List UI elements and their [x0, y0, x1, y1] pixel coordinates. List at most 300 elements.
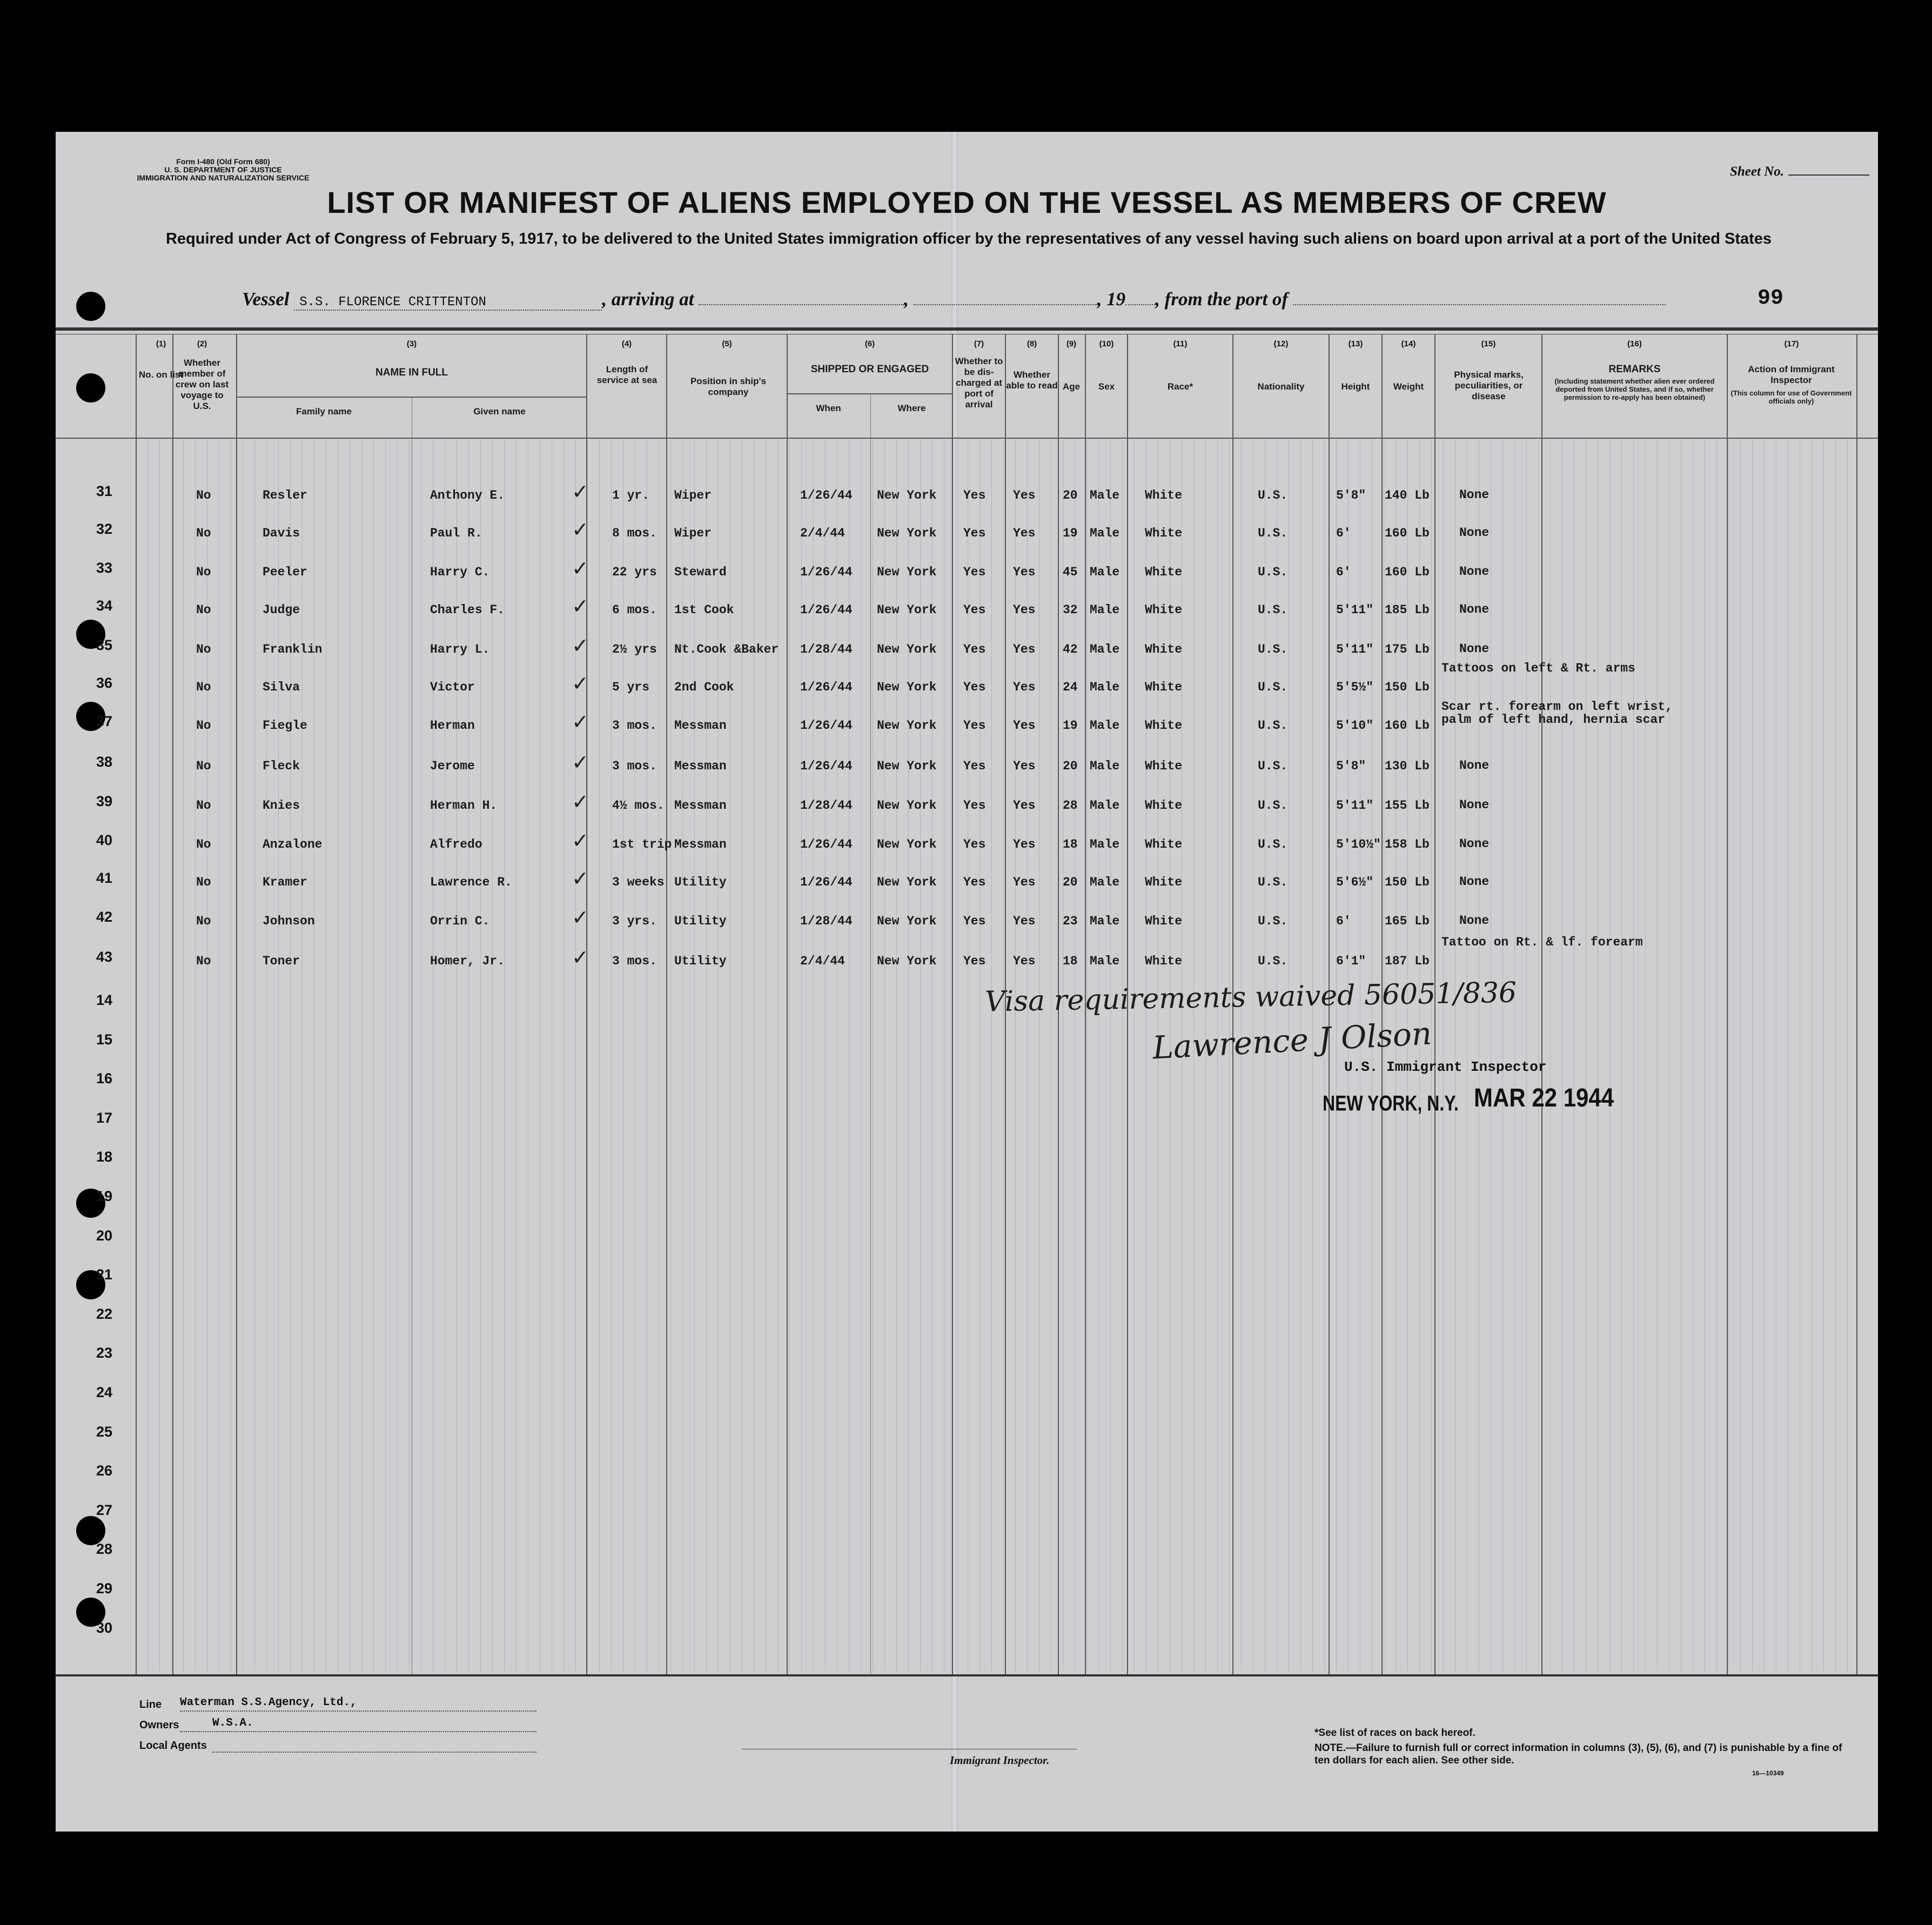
cell-given: Herman H. — [430, 799, 498, 813]
cell-service: 3 weeks — [612, 875, 665, 889]
cell-position: Nt.Cook &Baker — [674, 642, 779, 656]
form-number: Form I-480 (Old Form 680) — [176, 157, 270, 166]
col-header-race: Race* — [1167, 381, 1193, 392]
row-number: 35 — [96, 637, 113, 653]
grid-line — [1514, 440, 1515, 1672]
grid-line — [373, 440, 374, 1672]
cell-age: 18 — [1063, 837, 1078, 851]
table-row — [56, 906, 1878, 936]
cell-discharge: Yes — [963, 914, 986, 928]
cell-last: No — [196, 954, 211, 968]
cell-height: 5'11" — [1336, 642, 1374, 656]
cell-discharge: Yes — [963, 875, 986, 889]
cell-service: 5 yrs — [612, 680, 650, 694]
cell-physical-marks: None — [1459, 602, 1490, 616]
grid-line — [302, 440, 303, 1672]
table-row — [56, 556, 1878, 587]
cell-race: White — [1145, 488, 1183, 502]
col-num-2: (2) — [197, 339, 207, 348]
cell-where: New York — [877, 680, 937, 694]
visa-waived-note: Visa requirements waived 56051/836 — [984, 976, 1517, 1018]
cell-age: 19 — [1063, 719, 1078, 733]
grid-line — [385, 440, 386, 1672]
cell-sex: Male — [1090, 799, 1120, 813]
cell-read: Yes — [1013, 488, 1036, 502]
empty-row-number: 15 — [96, 1031, 113, 1048]
cell-position: Wiper — [674, 526, 712, 540]
sheet-no-label: Sheet No. — [1730, 164, 1784, 179]
grid-line — [1027, 440, 1028, 1672]
cell-physical-marks: Tattoos on left & Rt. arms — [1441, 661, 1635, 675]
cell-where: New York — [877, 799, 937, 813]
table-row — [56, 594, 1878, 625]
empty-row-number: 23 — [96, 1345, 113, 1361]
cell-weight: 187 Lb — [1385, 954, 1430, 968]
cell-age: 20 — [1063, 488, 1078, 502]
cell-age: 42 — [1063, 642, 1078, 656]
row-number: 37 — [96, 713, 113, 729]
line-label: Line — [139, 1699, 162, 1711]
grid-line — [254, 440, 255, 1672]
grid-line — [1740, 440, 1741, 1672]
cell-service: 3 mos. — [612, 954, 657, 968]
page-title: LIST OR MANIFEST OF ALIENS EMPLOYED ON THE VESSEL AS MEMBERS OF CREW — [327, 185, 1607, 219]
cell-age: 20 — [1063, 759, 1078, 773]
cell-physical-marks: None — [1459, 914, 1490, 928]
cell-height: 6' — [1336, 565, 1351, 579]
vessel-line: Vessel S.S. FLORENCE CRITTENTON , arriving at , , 19 , from the port of — [242, 289, 1666, 311]
page-subtitle: Required under Act of Congress of February 5, 1917, to be delivered to the United States immigration officer by the representatives of any vessel having such aliens on board upon arrival at a port of the United States — [165, 230, 1772, 247]
cell-where: New York — [877, 642, 937, 656]
checkmark-icon: ✓ — [572, 556, 589, 580]
grid-line — [492, 440, 493, 1672]
cell-physical-marks: None — [1459, 488, 1490, 502]
cell-read: Yes — [1013, 642, 1036, 656]
cell-nationality: U.S. — [1258, 680, 1288, 694]
cell-height: 5'10½" — [1336, 837, 1381, 851]
name-subdivider — [236, 397, 587, 398]
owners-value: W.S.A. — [180, 1717, 536, 1732]
grid-line — [1538, 440, 1539, 1672]
cell-position: 1st Cook — [674, 603, 734, 617]
checkmark-icon: ✓ — [572, 829, 589, 853]
cell-nationality: U.S. — [1258, 642, 1288, 656]
cell-race: White — [1145, 642, 1183, 656]
grid-line — [884, 440, 885, 1672]
cell-read: Yes — [1013, 603, 1036, 617]
col-header-read: Whether able to read — [1006, 370, 1058, 391]
checkmark-icon: ✓ — [572, 518, 589, 541]
cell-nationality: U.S. — [1258, 565, 1288, 579]
table-row — [56, 867, 1878, 897]
row-number: 39 — [96, 793, 113, 809]
grid-line — [670, 440, 671, 1672]
table-row — [56, 634, 1878, 664]
cell-discharge: Yes — [963, 680, 986, 694]
cell-position: Messman — [674, 837, 727, 851]
col-header-family-name: Family name — [296, 406, 352, 417]
cell-sex: Male — [1090, 642, 1120, 656]
cell-sex: Male — [1090, 759, 1120, 773]
empty-row-number: 21 — [96, 1266, 113, 1283]
cell-service: 8 mos. — [612, 526, 657, 540]
checkmark-icon: ✓ — [572, 594, 589, 618]
empty-row-number: 28 — [96, 1541, 113, 1558]
cell-where: New York — [877, 488, 937, 502]
cell-service: 22 yrs — [612, 565, 657, 579]
col-header-no: No. on list — [138, 370, 184, 380]
cell-family: Kramer — [263, 875, 307, 889]
cell-sex: Male — [1090, 526, 1120, 540]
grid-line — [777, 440, 778, 1672]
empty-row-number: 22 — [96, 1305, 113, 1322]
checkmark-icon: ✓ — [572, 945, 589, 969]
row-number: 41 — [96, 870, 113, 886]
line-value: Waterman S.S.Agency, Ltd., — [180, 1696, 536, 1712]
cell-race: White — [1145, 875, 1183, 889]
cell-height: 5'6½" — [1336, 875, 1374, 889]
cell-service: 2½ yrs — [612, 642, 657, 656]
col-num-11: (11) — [1173, 339, 1188, 348]
col-header-position: Position in ship's company — [690, 376, 767, 397]
grid-line — [1003, 440, 1004, 1672]
empty-row-number: 30 — [96, 1619, 113, 1636]
cell-when: 1/26/44 — [800, 680, 853, 694]
empty-row-number: 20 — [96, 1227, 113, 1244]
header-bottom-rule — [56, 438, 1878, 439]
cell-family: Anzalone — [263, 837, 323, 851]
cell-position: Steward — [674, 565, 727, 579]
cell-service: 1st trip — [612, 837, 672, 851]
grid-line — [932, 440, 933, 1672]
row-number: 36 — [96, 675, 113, 691]
cell-family: Judge — [263, 603, 300, 617]
vessel-label: Vessel — [242, 289, 290, 310]
grid-line — [1550, 440, 1551, 1672]
cell-discharge: Yes — [963, 488, 986, 502]
owners-label: Owners — [139, 1719, 179, 1731]
cell-age: 18 — [1063, 954, 1078, 968]
col-header-shipped: SHIPPED OR ENGAGED — [810, 364, 929, 375]
cell-sex: Male — [1090, 875, 1120, 889]
cell-family: Fiegle — [263, 719, 307, 733]
cell-physical-marks: None — [1459, 798, 1490, 812]
grid-line — [908, 440, 909, 1672]
cell-family: Knies — [263, 799, 300, 813]
col-header-last-voyage: Whether member of crew on last voyage to U.S. — [175, 358, 229, 411]
cell-height: 5'11" — [1336, 799, 1374, 813]
cell-discharge: Yes — [963, 837, 986, 851]
cell-read: Yes — [1013, 914, 1036, 928]
col-num-15: (15) — [1481, 339, 1496, 348]
cell-read: Yes — [1013, 837, 1036, 851]
grid-line — [599, 440, 600, 1672]
cell-family: Toner — [263, 954, 300, 968]
sheet-number: 99 — [1757, 286, 1784, 311]
checkmark-icon: ✓ — [572, 710, 589, 734]
grid-line — [1823, 440, 1824, 1672]
grid-line — [1086, 440, 1087, 1672]
grid-line — [706, 440, 707, 1672]
grid-line — [171, 440, 172, 1672]
row-number: 34 — [96, 598, 113, 614]
checkmark-icon: ✓ — [572, 480, 589, 504]
col-num-8: (8) — [1027, 339, 1037, 348]
cell-discharge: Yes — [963, 565, 986, 579]
cell-weight: 160 Lb — [1385, 565, 1430, 579]
col-header-when: When — [816, 403, 841, 413]
table-row — [56, 935, 1878, 976]
cell-height: 5'8" — [1336, 759, 1366, 773]
col-num-13: (13) — [1348, 339, 1363, 348]
cell-discharge: Yes — [963, 759, 986, 773]
cell-weight: 158 Lb — [1385, 837, 1430, 851]
cell-family: Johnson — [263, 914, 315, 928]
cell-sex: Male — [1090, 954, 1120, 968]
cell-position: Wiper — [674, 488, 712, 502]
cell-weight: 175 Lb — [1385, 642, 1430, 656]
inspector-sign-label: Immigrant Inspector. — [950, 1754, 1050, 1767]
cell-height: 6' — [1336, 914, 1351, 928]
grid-line — [159, 440, 160, 1672]
cell-position: Messman — [674, 799, 727, 813]
row-number: 43 — [96, 949, 113, 965]
cell-where: New York — [877, 875, 937, 889]
cell-discharge: Yes — [963, 719, 986, 733]
grid-line — [801, 440, 802, 1672]
col-header-remarks-note: (Including statement whether alien ever ordered deported from United States, and if so, whether permission to re-apply has been obtained) — [1554, 377, 1715, 401]
cell-last: No — [196, 875, 211, 889]
cell-last: No — [196, 565, 211, 579]
checkmark-icon: ✓ — [572, 867, 589, 890]
races-note: *See list of races on back hereof. — [1314, 1727, 1475, 1739]
col-header-where: Where — [897, 403, 926, 413]
arriving-label: , arriving at — [602, 289, 694, 310]
cell-position: Utility — [674, 914, 727, 928]
cell-read: Yes — [1013, 526, 1036, 540]
cell-nationality: U.S. — [1258, 914, 1288, 928]
cell-family: Fleck — [263, 759, 300, 773]
cell-race: White — [1145, 954, 1183, 968]
cell-physical-marks: None — [1459, 759, 1490, 773]
cell-sex: Male — [1090, 719, 1120, 733]
stamp-city: NEW YORK, N.Y. — [1323, 1091, 1459, 1116]
grid-line — [896, 440, 897, 1672]
grid-line — [1847, 440, 1848, 1672]
empty-row-number: 16 — [96, 1070, 113, 1087]
department-name: U. S. DEPARTMENT OF JUSTICE — [164, 165, 282, 174]
cell-last: No — [196, 837, 211, 851]
cell-family: Silva — [263, 680, 300, 694]
empty-row-number: 19 — [96, 1188, 113, 1204]
cell-sex: Male — [1090, 565, 1120, 579]
cell-age: 32 — [1063, 603, 1078, 617]
cell-where: New York — [877, 526, 937, 540]
cell-service: 3 yrs. — [612, 914, 657, 928]
cell-given: Alfredo — [430, 837, 482, 851]
col-num-3: (3) — [406, 339, 417, 348]
cell-nationality: U.S. — [1258, 875, 1288, 889]
cell-position: Messman — [674, 719, 727, 733]
grid-line — [1122, 440, 1123, 1672]
cell-age: 20 — [1063, 875, 1078, 889]
service-name: IMMIGRATION AND NATURALIZATION SERVICE — [137, 173, 310, 182]
cell-weight: 185 Lb — [1385, 603, 1430, 617]
grid-line — [1728, 440, 1729, 1672]
row-number: 42 — [96, 909, 113, 925]
col-header-given-name: Given name — [473, 406, 526, 417]
cell-height: 6'1" — [1336, 954, 1366, 968]
cell-family: Davis — [263, 526, 300, 540]
cell-family: Franklin — [263, 642, 323, 656]
grid-line — [682, 440, 683, 1672]
cell-race: White — [1145, 565, 1183, 579]
cell-last: No — [196, 603, 211, 617]
grid-line — [409, 440, 410, 1672]
cell-discharge: Yes — [963, 526, 986, 540]
row-number: 40 — [96, 832, 113, 848]
cell-given: Homer, Jr. — [430, 954, 505, 968]
cell-given: Harry L. — [430, 642, 490, 656]
cell-physical-marks: None — [1459, 837, 1490, 851]
grid-line — [147, 440, 148, 1672]
row-number: 32 — [96, 521, 113, 537]
grid-line — [468, 440, 469, 1672]
cell-race: White — [1145, 759, 1183, 773]
checkmark-icon: ✓ — [572, 634, 589, 658]
grid-line — [195, 440, 196, 1672]
grid-line — [1752, 440, 1753, 1672]
cell-service: 1 yr. — [612, 488, 650, 502]
grid-line — [825, 440, 826, 1672]
table-row — [56, 661, 1878, 702]
table-row — [56, 518, 1878, 548]
grid-line — [1110, 440, 1111, 1672]
col-num-5: (5) — [722, 339, 732, 348]
cell-given: Anthony E. — [430, 488, 505, 502]
cell-service: 4½ mos. — [612, 799, 665, 813]
from-port-label: , from the port of — [1155, 289, 1289, 310]
grid-line — [504, 440, 505, 1672]
cell-last: No — [196, 759, 211, 773]
cell-weight: 150 Lb — [1385, 680, 1430, 694]
cell-sex: Male — [1090, 837, 1120, 851]
grid-line — [718, 440, 719, 1672]
vessel-name: S.S. FLORENCE CRITTENTON — [294, 295, 602, 311]
cell-discharge: Yes — [963, 799, 986, 813]
cell-physical-marks: Scar rt. forearm on left wrist, palm of left hand, hernia scar — [1441, 700, 1673, 727]
cell-family: Peeler — [263, 565, 307, 579]
cell-height: 5'10" — [1336, 719, 1374, 733]
grid-line — [789, 440, 790, 1672]
cell-nationality: U.S. — [1258, 488, 1288, 502]
cell-position: 2nd Cook — [674, 680, 734, 694]
cell-when: 2/4/44 — [800, 526, 845, 540]
cell-nationality: U.S. — [1258, 954, 1288, 968]
cell-service: 6 mos. — [612, 603, 657, 617]
cell-weight: 130 Lb — [1385, 759, 1430, 773]
cell-sex: Male — [1090, 680, 1120, 694]
table-row — [56, 700, 1878, 740]
cell-read: Yes — [1013, 799, 1036, 813]
grid-line — [1835, 440, 1836, 1672]
cell-given: Harry C. — [430, 565, 490, 579]
cell-weight: 165 Lb — [1385, 914, 1430, 928]
table-row — [56, 790, 1878, 820]
cell-age: 28 — [1063, 799, 1078, 813]
cell-height: 5'11" — [1336, 603, 1374, 617]
row-number: 33 — [96, 560, 113, 576]
cell-discharge: Yes — [963, 642, 986, 656]
cell-read: Yes — [1013, 875, 1036, 889]
col-header-weight: Weight — [1393, 381, 1424, 392]
grid-line — [1633, 440, 1634, 1672]
cell-when: 2/4/44 — [800, 954, 845, 968]
cell-nationality: U.S. — [1258, 799, 1288, 813]
cell-given: Lawrence R. — [430, 875, 512, 889]
grid-line — [991, 440, 992, 1672]
print-code: 16—10349 — [1752, 1769, 1784, 1777]
col-header-discharge: Whether to be dis-charged at port of arrival — [955, 356, 1003, 410]
grid-line — [480, 440, 481, 1672]
empty-row-number: 25 — [96, 1423, 113, 1440]
cell-when: 1/26/44 — [800, 719, 853, 733]
grid-line — [1716, 440, 1717, 1672]
sheet-no-field — [1730, 164, 1869, 179]
cell-when: 1/28/44 — [800, 799, 853, 813]
cell-age: 24 — [1063, 680, 1078, 694]
empty-row-number: 29 — [96, 1580, 113, 1597]
cell-race: White — [1145, 526, 1183, 540]
col-num-4: (4) — [621, 339, 632, 348]
grid-line — [266, 440, 267, 1672]
cell-service: 3 mos. — [612, 719, 657, 733]
cell-where: New York — [877, 759, 937, 773]
empty-row-number: 14 — [96, 992, 113, 1008]
grid-line — [1419, 440, 1420, 1672]
cell-discharge: Yes — [963, 603, 986, 617]
empty-row-number: 26 — [96, 1463, 113, 1479]
grid-line — [1098, 440, 1099, 1672]
inspector-signature: Lawrence J Olson — [1151, 1015, 1433, 1067]
grid-line — [813, 440, 814, 1672]
cell-sex: Male — [1090, 488, 1120, 502]
grid-line — [290, 440, 291, 1672]
cell-read: Yes — [1013, 680, 1036, 694]
stamp-date: MAR 22 1944 — [1474, 1083, 1614, 1112]
col-header-physical-marks: Physical marks, peculiarities, or disease — [1454, 370, 1524, 401]
checkmark-icon: ✓ — [572, 790, 589, 814]
cell-read: Yes — [1013, 719, 1036, 733]
table-row — [56, 750, 1878, 781]
checkmark-icon: ✓ — [572, 906, 589, 929]
grid-line — [278, 440, 279, 1672]
cell-last: No — [196, 680, 211, 694]
inspector-title: U.S. Immigrant Inspector — [1344, 1059, 1547, 1075]
cell-race: White — [1145, 837, 1183, 851]
form-identifier — [134, 158, 312, 182]
col-header-inspector-action: Action of Immigrant Inspector — [1748, 364, 1835, 385]
header-rule — [56, 327, 1878, 331]
cell-where: New York — [877, 837, 937, 851]
cell-height: 6' — [1336, 526, 1351, 540]
cell-position: Utility — [674, 875, 727, 889]
empty-row-number: 17 — [96, 1109, 113, 1126]
cell-where: New York — [877, 914, 937, 928]
grid-line — [1443, 440, 1444, 1672]
cell-sex: Male — [1090, 914, 1120, 928]
cell-last: No — [196, 719, 211, 733]
